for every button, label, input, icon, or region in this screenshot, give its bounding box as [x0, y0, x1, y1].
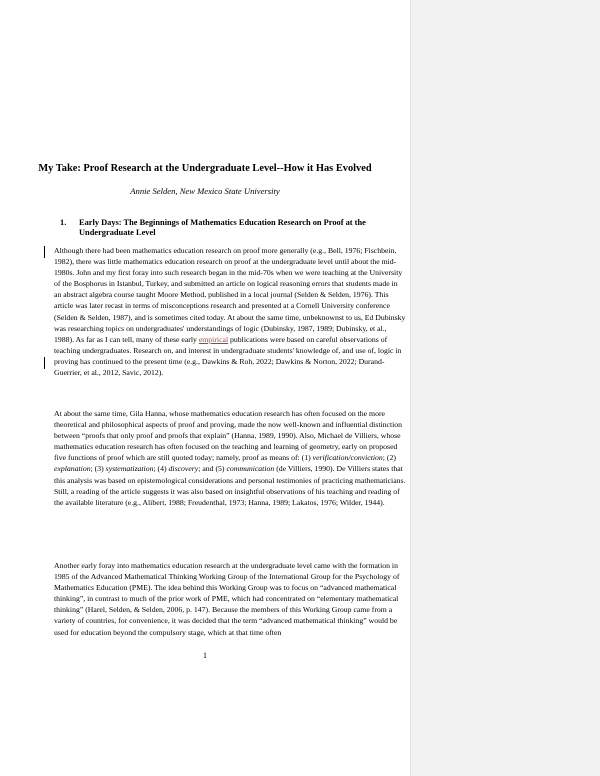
italic-term: explanation [54, 464, 91, 474]
italic-term: systematization [105, 464, 154, 474]
comment-pane [410, 0, 600, 776]
paragraph-3: Another early foray into mathematics education research at the undergraduate level came with the formation in 1985 of the Advanced Mathematical Thinking Working Group of the International Group for the Psychology of Mathematics Education (PME). The idea behind this Working Group was to focus on “advanced mathematical thinking”, in contrast to much of the prior work of PME, which had concentrated on “elementary mathematical thinking” (Harel, Selden, & Selden, 2006, p. 147). Because the members of this Working Group came from a variety of countries, for convenience, it was decided that the term “advanced mathematical thinking” would be used for education beyond the compulsory stage, which at that time often [54, 561, 400, 637]
paragraph-2-sep: ; (2) [382, 453, 396, 463]
paragraph-2-sep: ; (4) [153, 464, 169, 474]
paragraph-2 [54, 408, 406, 508]
paragraph-2-sep: ; (3) [90, 464, 106, 474]
document-author: Annie Selden, New Mexico State University [130, 186, 280, 196]
paragraph-2-text-a: At about the same time, Gila Hanna, whose mathematics education research has often focused on the more theoretical and philosophical aspects of proof and proving, made the now well-known and influential distinction between “proofs that only proof and proofs that explain” (Hanna, 1989, 1990). Also, Michael de Villiers, whose mathematics education research has often focused on the teaching and learning of geometry, early on proposed five functions of proof which are still quoted today; namely, proof as means of: (1) [54, 409, 403, 463]
section-heading [60, 218, 390, 238]
paragraph-2-sep: ; and (5) [198, 464, 227, 474]
paragraph-2-text-b: (de Villiers, 1990). De Villiers states that this analysis was based on epistemological considerations and personal testimonies of practicing mathematicians. Still, a reading of the article suggests it was also based on insightful observations of his teaching and reading of the available literature (e.g., Alibert, 1988; Freudenthal, 1973; Hanna, 1989; Lakatos, 1976; Wilder, 1944). [54, 464, 406, 507]
document-title: My Take: Proof Research at the Undergraduate Level--How it Has Evolved [38, 163, 372, 174]
section-number: 1. [60, 218, 67, 227]
empirical-link[interactable]: empirical [198, 334, 229, 344]
paragraph-1-text-b: publications were based on careful observations of teaching undergraduates. Research on, and interest in undergraduate students' knowledge of, and use of, logic in proving has continued to the present time (e.g., Dawkins & Roh, 2022; Dawkins & Norton, 2022; Durand-Guerrier, et al., 2012, Savic, 2012). [54, 334, 402, 378]
change-bar [44, 357, 45, 369]
paragraph-1 [54, 245, 406, 378]
section-heading-text: Early Days: The Beginnings of Mathematics Education Research on Proof at the Undergraduate Level [79, 218, 366, 237]
italic-term: communication [226, 464, 275, 474]
paragraph-1-text-a: Although there had been mathematics education research on proof more generally (e.g., Bell, 1976; Fischbein, 1982), there was little mathematics education research on proof at the undergraduate level until about the mid-1980s. John and my first foray into such research began in the mid-70s when we were teaching at the University of the Bosphorus in Istanbul, Turkey, and submitted an article on logical reasoning errors that students made in an abstract algebra course taught Moore Method, published in a local journal (Selden & Selden, 1976). This article was later recast in terms of misconceptions research and presented at a Cornell University conference (Selden & Selden, 1987), and is sometimes cited today. At about the same time, unbeknownst to us, Ed Dubinsky was researching topics on undergraduates' understandings of logic (Dubinsky, 1987, 1989; Dubinsky, et al., 1988). As far as I can tell, many of these early [54, 246, 406, 344]
page-number: 1 [203, 651, 207, 660]
change-bar [44, 246, 45, 258]
italic-term: verification/conviction [312, 453, 383, 463]
italic-term: discovery [168, 464, 199, 474]
